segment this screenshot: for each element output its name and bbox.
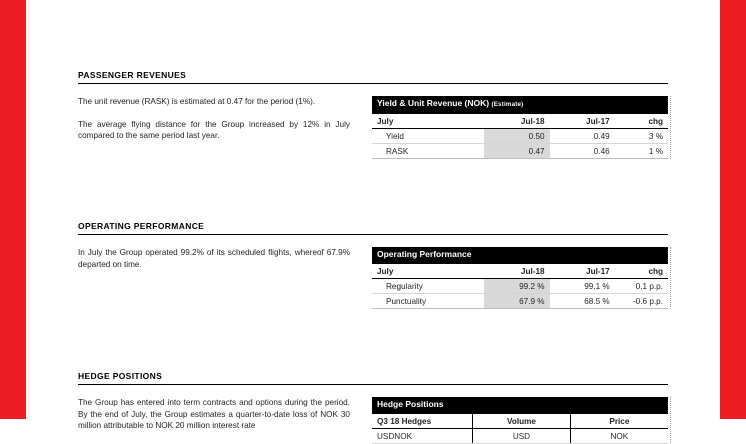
operating-performance-table	[372, 263, 668, 309]
column-header: Price	[570, 414, 668, 429]
column-header: Jul-18	[484, 264, 549, 279]
paragraph: The unit revenue (RASK) is estimated at 0.47 for the period (1%).	[78, 97, 316, 106]
row-label: USDNOK	[372, 429, 473, 444]
table-title: Operating Performance	[377, 249, 472, 259]
row-value: 0.49	[550, 129, 615, 144]
page-clip-edge	[670, 247, 672, 309]
right-accent-bar	[720, 0, 746, 419]
table-title: Yield & Unit Revenue (NOK)	[377, 98, 490, 108]
section-spacer	[78, 309, 668, 371]
table-row	[372, 129, 668, 144]
section-spacer	[78, 159, 668, 221]
column-header: Q3 18 Hedges	[372, 414, 473, 429]
section-text	[78, 247, 350, 309]
column-header: Jul-17	[550, 264, 615, 279]
section-title: OPERATING PERFORMANCE	[78, 221, 668, 235]
row-value: 0.1 p.p.	[615, 279, 668, 294]
left-accent-bar	[0, 0, 26, 419]
paragraph: The average flying distance for the Group increased by 12% in July compared to the same period last year.	[78, 119, 350, 140]
table-wrapper	[372, 397, 668, 444]
paragraph: The Group has entered into term contracts and options during the period. By the end of July, the Group estimates a quarter-to-date loss of NOK 30 million attributable to NOK 20 million interest rate	[78, 398, 350, 430]
table-wrapper	[372, 96, 668, 159]
table-header-bar	[372, 247, 668, 263]
section-text	[78, 397, 350, 444]
table-title: Hedge Positions	[377, 399, 444, 409]
row-value: 0.47	[484, 144, 549, 159]
table-header-bar	[372, 397, 668, 413]
row-value: 0.50	[484, 129, 549, 144]
section-text	[78, 96, 350, 159]
row-value: USD	[473, 429, 571, 444]
paragraph: In July the Group operated 99.2% of its scheduled flights, whereof 67.9% departed on time.	[78, 248, 350, 269]
table-wrapper	[372, 247, 668, 309]
table-header-row	[372, 264, 668, 279]
row-value: 68.5 %	[550, 294, 615, 309]
row-label: RASK	[372, 144, 484, 159]
column-header: Jul-18	[484, 114, 549, 129]
row-value: 67.9 %	[484, 294, 549, 309]
row-value: 3 %	[615, 129, 668, 144]
table-header-row	[372, 414, 668, 429]
column-header: chg	[615, 114, 668, 129]
column-header: Volume	[473, 414, 571, 429]
column-header: chg	[615, 264, 668, 279]
row-value: -0.6 p.p.	[615, 294, 668, 309]
section-operating-performance	[78, 221, 668, 309]
page-clip-edge	[670, 96, 672, 159]
section-hedge-positions	[78, 371, 668, 444]
table-header-row	[372, 114, 668, 129]
section-title: HEDGE POSITIONS	[78, 371, 668, 385]
row-value: NOK	[570, 429, 668, 444]
page-clip-edge	[670, 397, 672, 444]
row-value: 99.2 %	[484, 279, 549, 294]
column-header: July	[372, 264, 484, 279]
table-row	[372, 144, 668, 159]
section-columns	[78, 247, 668, 309]
hedge-positions-table	[372, 413, 668, 444]
row-value: 0.46	[550, 144, 615, 159]
section-title: PASSENGER REVENUES	[78, 70, 668, 84]
section-passenger-revenues	[78, 70, 668, 159]
table-row	[372, 294, 668, 309]
table-title-note: (Estimate)	[491, 101, 524, 108]
column-header: Jul-17	[550, 114, 615, 129]
section-columns	[78, 96, 668, 159]
row-label: Yield	[372, 129, 484, 144]
row-label: Regularity	[372, 279, 484, 294]
table-header-bar	[372, 96, 668, 113]
table-row	[372, 429, 668, 444]
row-value: 1 %	[615, 144, 668, 159]
top-spacer	[78, 0, 668, 70]
section-columns	[78, 397, 668, 444]
document-content	[78, 0, 668, 441]
column-header: July	[372, 114, 484, 129]
row-label: Punctuality	[372, 294, 484, 309]
table-row	[372, 279, 668, 294]
yield-unit-revenue-table	[372, 113, 668, 159]
row-value: 99.1 %	[550, 279, 615, 294]
